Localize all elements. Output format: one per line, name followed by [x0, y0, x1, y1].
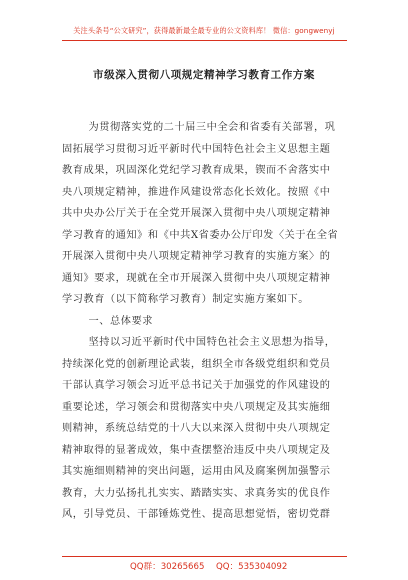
body-line: 重要论述，学习领会和贯彻落实中央八项规定及其实施细	[62, 401, 331, 413]
body-line: 则精神，系统总结党的十八大以来深入贯彻中央八项规定	[62, 423, 331, 434]
header-divider	[62, 40, 347, 41]
body-line: 通知》要求，现就在全市开展深入贯彻中央八项规定精神	[62, 272, 331, 284]
body-line: 为贯彻落实党的二十届三中全会和省委有关部署，巩	[88, 122, 336, 133]
body-line: 央八项规定精神，推进作风建设常态化长效化。按照《中	[62, 186, 331, 198]
body-line: 开展深入贯彻中央八项规定精神学习教育的实施方案〉的	[62, 251, 331, 262]
body-line: 持续深化党的创新理论武装，组织全市各级党组织和党员	[62, 358, 331, 370]
footer-qq-contact: QQ：535304092	[216, 562, 288, 572]
header-banner: 关注头条号“公文研究”，获得最新最全最专业的公文资料库！ 微信：gongwenyj	[73, 26, 335, 35]
body-line: 学习教育的通知》和《中共X省委办公厅印发〈关于在全省	[62, 229, 339, 241]
body-line: 干部认真学习领会习近平总书记关于加强党的作风建设的	[62, 380, 331, 391]
body-line: 其实施细则精神的突出问题，运用由风及腐案例加强警示	[62, 466, 331, 477]
body-line: 坚持以习近平新时代中国特色社会主义思想为指导，	[88, 337, 336, 348]
body-line: 教育成果，巩固深化党纪学习教育成果，锲而不舍落实中	[62, 165, 331, 176]
footer	[0, 558, 408, 574]
body-line: 固拓展学习贯彻习近平新时代中国特色社会主义思想主题	[62, 143, 331, 155]
body-line: 精神取得的显著成效，集中查摆整治违反中央八项规定及	[62, 444, 331, 456]
document-body	[62, 117, 347, 526]
body-line: 共中央办公厅关于在全党开展深入贯彻中央八项规定精神	[62, 208, 331, 219]
body-line: 教育，大力弘扬扎扎实实、踏踏实实、求真务实的优良作	[62, 487, 331, 499]
body-line: 学习教育（以下简称学习教育）制定实施方案如下。	[62, 294, 309, 305]
footer-divider	[62, 556, 347, 557]
body-line: 风，引导党员、干部锤炼党性、提高思想觉悟，密切党群	[62, 509, 331, 520]
footer-qq-group: QQ群：30265665	[130, 562, 205, 572]
section-heading: 一、总体要求	[88, 315, 153, 327]
document-title: 市级深入贯彻八项规定精神学习教育工作方案	[93, 69, 315, 81]
